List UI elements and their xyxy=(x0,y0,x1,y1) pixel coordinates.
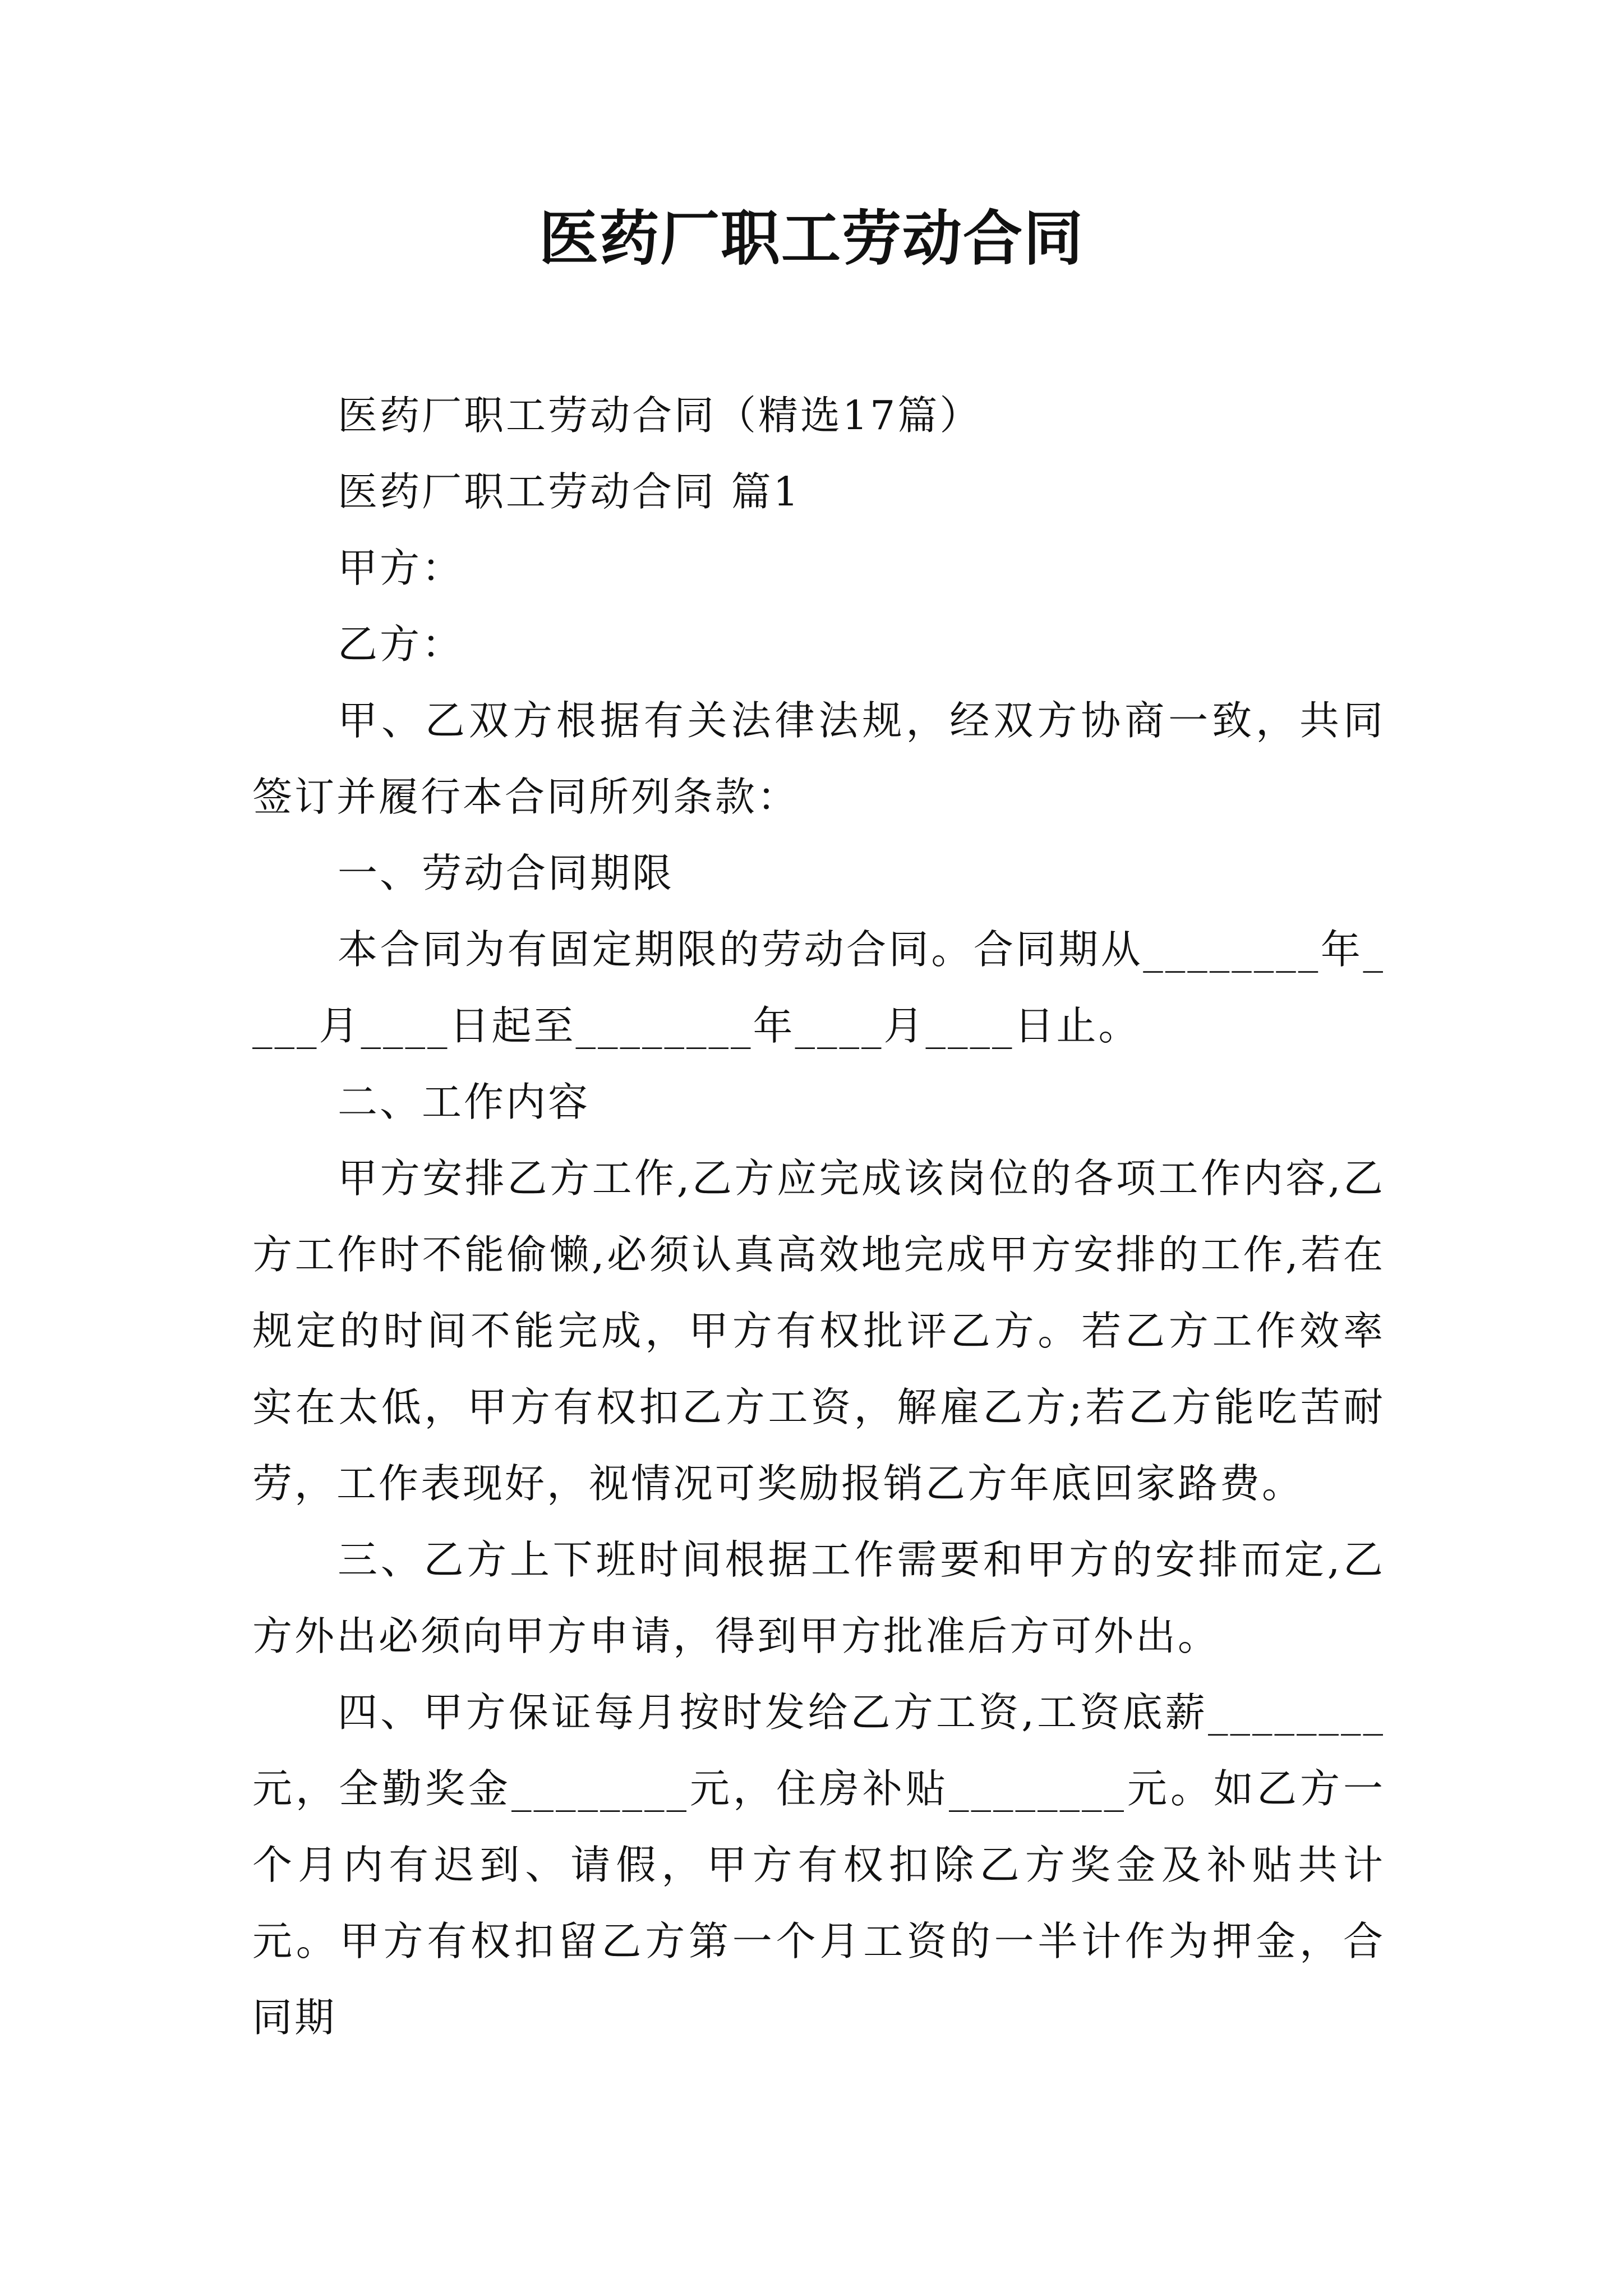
clause-4-paragraph: 四、甲方保证每月按时发给乙方工资,工资底薪________元，全勤奖金________元，住房补贴________元。如乙方一个月内有迟到、请假，甲方有权扣除乙方奖金及补贴共计元。甲方有权扣留乙方第一个月工资的一半计作为押金，合同期 xyxy=(252,1689,1385,2041)
document-body xyxy=(252,378,1385,2056)
document-title: 医药厂职工劳动合同 xyxy=(539,203,1084,273)
clause-2-paragraph: 甲方安排乙方工作,乙方应完成该岗位的各项工作内容,乙方工作时不能偷懒,必须认真高效地完成甲方安排的工作,若在规定的时间不能完成，甲方有权批评乙方。若乙方工作效率实在太低，甲方有权扣乙方工资，解雇乙方;若乙方能吃苦耐劳，工作表现好，视情况可奖励报销乙方年底回家路费。 xyxy=(252,1155,1385,1507)
clause-2-heading: 二、工作内容 xyxy=(338,1079,591,1125)
clause-1-heading: 一、劳动合同期限 xyxy=(338,850,675,896)
preamble-paragraph: 甲、乙双方根据有关法律法规，经双方协商一致，共同签订并履行本合同所列条款： xyxy=(252,697,1385,820)
clause-3-paragraph: 三、乙方上下班时间根据工作需要和甲方的安排而定,乙方外出必须向甲方申请，得到甲方批准后方可外出。 xyxy=(252,1536,1385,1659)
clause-1-paragraph: 本合同为有固定期限的劳动合同。合同期从________年____月____日起至________年____月____日止。 xyxy=(252,926,1385,1049)
party-b-line: 乙方： xyxy=(338,621,464,668)
subtitle-paragraph: 医药厂职工劳动合同（精选17篇） xyxy=(338,392,982,439)
section-heading-part-1: 医药厂职工劳动合同 篇1 xyxy=(338,468,801,515)
party-a-line: 甲方： xyxy=(338,545,464,591)
